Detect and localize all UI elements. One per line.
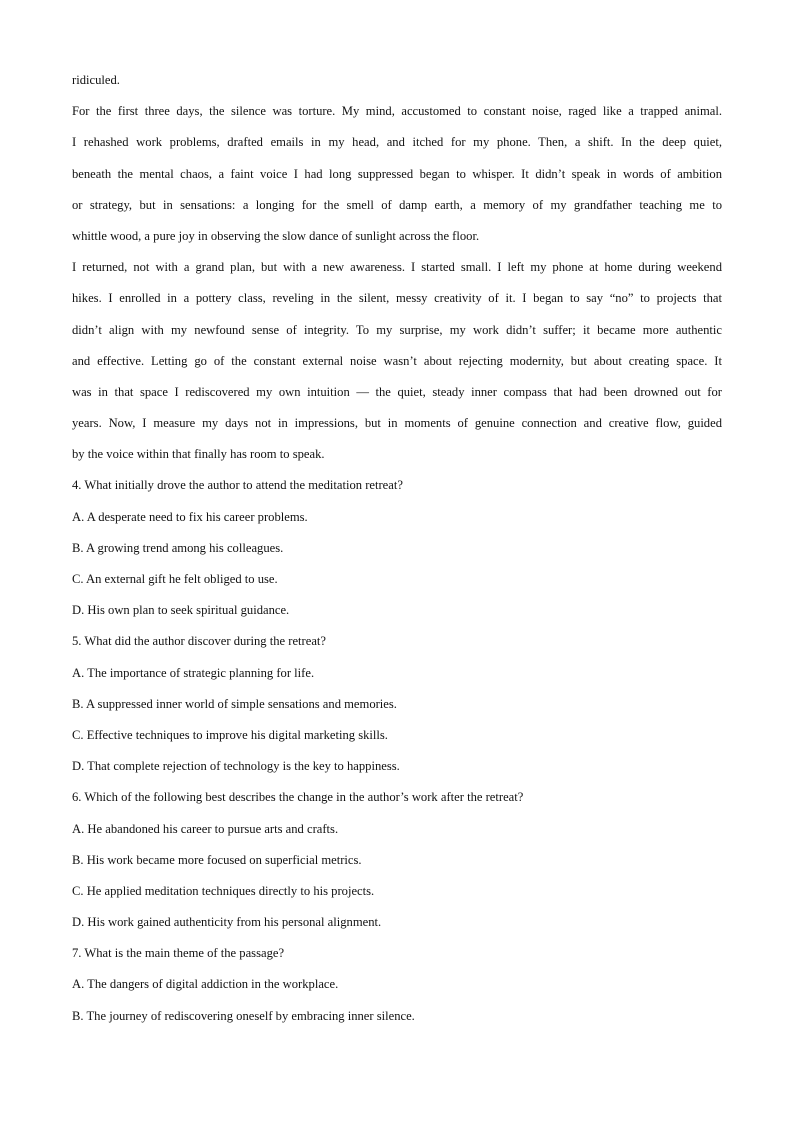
passage-line: years. Now, I measure my days not in impressions, but in moments of genuine connection and creative flow, guided bbox=[72, 416, 722, 431]
question-7 bbox=[72, 938, 722, 1032]
passage-line: was in that space I rediscovered my own intuition — the quiet, steady inner compass that had been drowned out for bbox=[72, 384, 722, 399]
answer-option: A. The dangers of digital addiction in the workplace. bbox=[72, 977, 339, 992]
passage-line: For the first three days, the silence was torture. My mind, accustomed to constant noise, raged like a trapped animal. bbox=[72, 104, 722, 119]
question-5 bbox=[72, 626, 722, 782]
answer-option: B. His work became more focused on superficial metrics. bbox=[72, 852, 362, 867]
passage-line: beneath the mental chaos, a faint voice I had long suppressed began to whisper. It didn’t speak in words of ambition bbox=[72, 166, 722, 181]
question-stem: 5. What did the author discover during the retreat? bbox=[72, 634, 327, 649]
question-stem: 4. What initially drove the author to attend the meditation retreat? bbox=[72, 478, 403, 493]
question-6 bbox=[72, 782, 722, 938]
passage-line: or strategy, but in sensations: a longing for the smell of damp earth, a memory of my grandfather teaching me to bbox=[72, 197, 722, 212]
answer-option: C. Effective techniques to improve his digital marketing skills. bbox=[72, 727, 388, 742]
answer-option: D. That complete rejection of technology is the key to happiness. bbox=[72, 759, 400, 774]
answer-option: D. His work gained authenticity from his personal alignment. bbox=[72, 915, 382, 930]
passage-line: ridiculed. bbox=[72, 73, 120, 87]
answer-option: C. An external gift he felt obliged to use. bbox=[72, 572, 278, 586]
passage-line: and effective. Letting go of the constant external noise wasn’t about rejecting modernity, but about creating space. It bbox=[72, 353, 722, 368]
passage-line: by the voice within that finally has room to speak. bbox=[72, 447, 325, 462]
passage bbox=[72, 65, 722, 470]
passage-line: hikes. I enrolled in a pottery class, reveling in the silent, messy creativity of it. I began to say “no” to projects that bbox=[72, 291, 722, 306]
question-stem: 7. What is the main theme of the passage? bbox=[72, 946, 285, 961]
answer-option: A. The importance of strategic planning for life. bbox=[72, 665, 315, 680]
answer-option: B. The journey of rediscovering oneself by embracing inner silence. bbox=[72, 1008, 415, 1023]
passage-line: didn’t align with my newfound sense of integrity. To my surprise, my work didn’t suffer; it became more authentic bbox=[72, 322, 722, 337]
answer-option: B. A growing trend among his colleagues. bbox=[72, 540, 284, 555]
passage-line: whittle wood, a pure joy in observing the slow dance of sunlight across the floor. bbox=[72, 228, 480, 243]
answer-option: A. A desperate need to fix his career problems. bbox=[72, 509, 308, 524]
question-stem: 6. Which of the following best describes the change in the author’s work after the retreat? bbox=[72, 790, 524, 805]
document-page bbox=[72, 65, 722, 1032]
answer-option: C. He applied meditation techniques directly to his projects. bbox=[72, 883, 375, 898]
passage-line: I returned, not with a grand plan, but with a new awareness. I started small. I left my phone at home during weekend bbox=[72, 260, 722, 275]
answer-option: D. His own plan to seek spiritual guidance. bbox=[72, 603, 290, 618]
question-4 bbox=[72, 470, 722, 626]
answer-option: B. A suppressed inner world of simple sensations and memories. bbox=[72, 696, 397, 711]
answer-option: A. He abandoned his career to pursue arts and crafts. bbox=[72, 821, 339, 836]
passage-line: I rehashed work problems, drafted emails in my head, and itched for my phone. Then, a shift. In the deep quiet, bbox=[72, 135, 722, 150]
